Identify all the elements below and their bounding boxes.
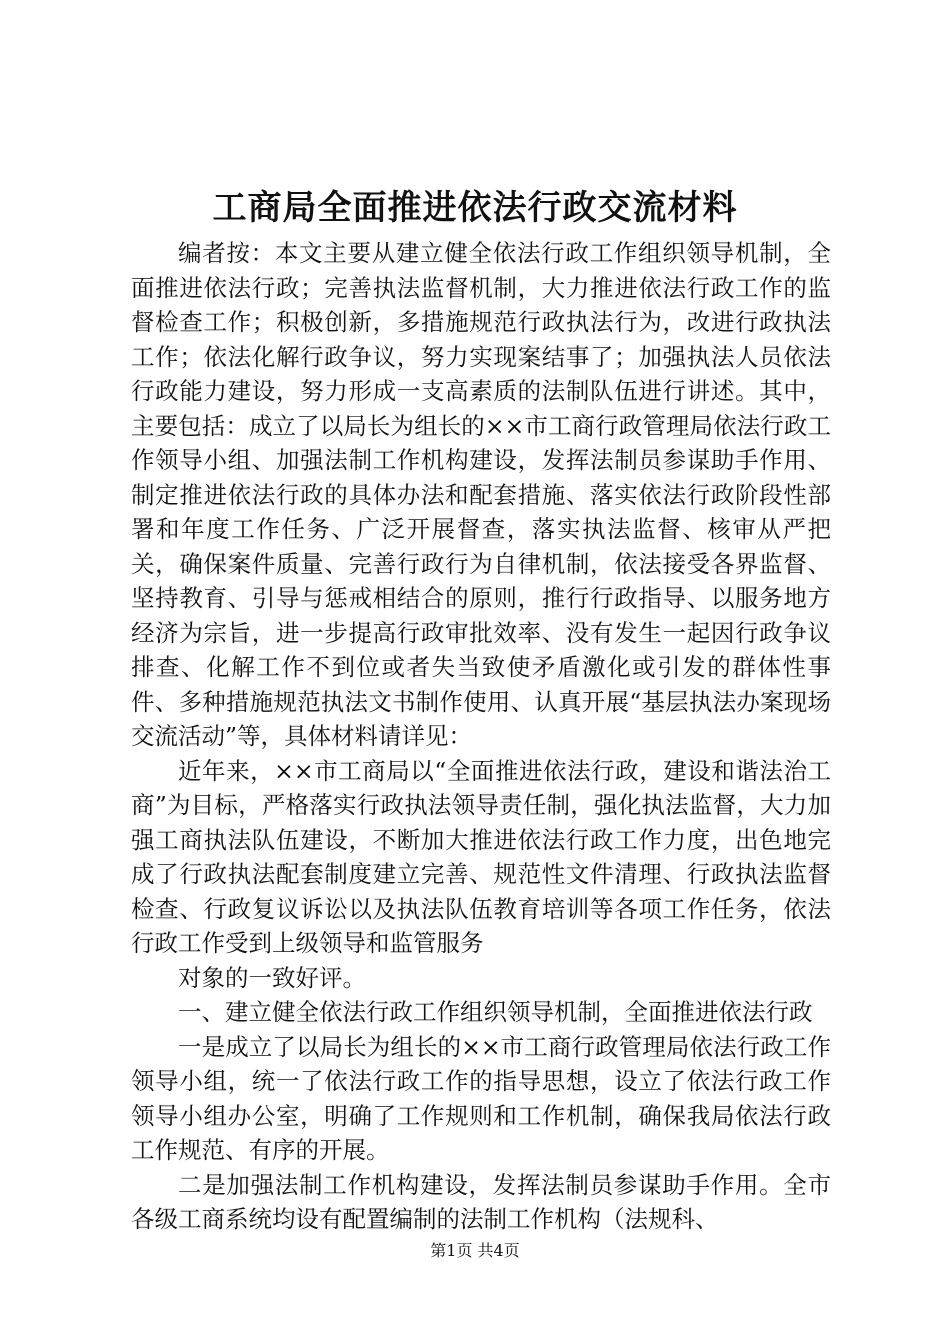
intro-continuation-paragraph: 对象的一致好评。 (178, 963, 366, 992)
section-heading-1: 一、建立健全依法行政工作组织领导机制，全面推进依法行政 (178, 998, 813, 1026)
point-one-paragraph: 一是成立了以局长为组长的××市工商行政管理局依法行政工作领导小组，统一了依法行政工作的指导思想，设立了依法行政工作领导小组办公室，明确了工作规则和工作机制，确保我局依法行政工作规范、有序的开展。 (131, 1032, 831, 1164)
editor-note-paragraph: 编者按：本文主要从建立健全依法行政工作组织领导机制，全面推进依法行政；完善执法监督机制，大力推进依法行政工作的监督检查工作；积极创新，多措施规范行政执法行为，改进行政执法工作；依法化解行政争议，努力实现案结事了；加强执法人员依法行政能力建设，努力形成一支高素质的法制队伍进行讲述。其中，主要包括：成立了以局长为组长的××市工商行政管理局依法行政工作领导小组、加强法制工作机构建设，发挥法制员参谋助手作用、制定推进依法行政的具体办法和配套措施、落实依法行政阶段性部署和年度工作任务、广泛开展督查，落实执法监督、核审从严把关，确保案件质量、完善行政行为自律机制，依法接受各界监督、坚持教育、引导与惩戒相结合的原则，推行行政指导、以服务地方经济为宗旨，进一步提高行政审批效率、没有发生一起因行政争议排查、化解工作不到位或者失当致使矛盾激化或引发的群体性事件、多种措施规范执法文书制作使用、认真开展“基层执法办案现场交流活动”等，具体材料请详见： (131, 239, 831, 750)
intro-paragraph: 近年来，××市工商局以“全面推进依法行政，建设和谐法治工商”为目标，严格落实行政执法领导责任制，强化执法监督，大力加强工商执法队伍建设，不断加大推进依法行政工作力度，出色地完成了行政执法配套制度建立完善、规范性文件清理、行政执法监督检查、行政复议诉讼以及执法队伍教育培训等各项工作任务，依法行政工作受到上级领导和监管服务 (131, 756, 831, 957)
document-body (131, 236, 831, 1237)
point-two-paragraph: 二是加强法制工作机构建设，发挥法制员参谋助手作用。全市各级工商系统均设有配置编制的法制工作机构（法规科、 (131, 1170, 831, 1233)
page-number-footer: 第1页 共4页 (430, 1241, 520, 1260)
document-title: 工商局全面推进依法行政交流材料 (212, 188, 738, 228)
